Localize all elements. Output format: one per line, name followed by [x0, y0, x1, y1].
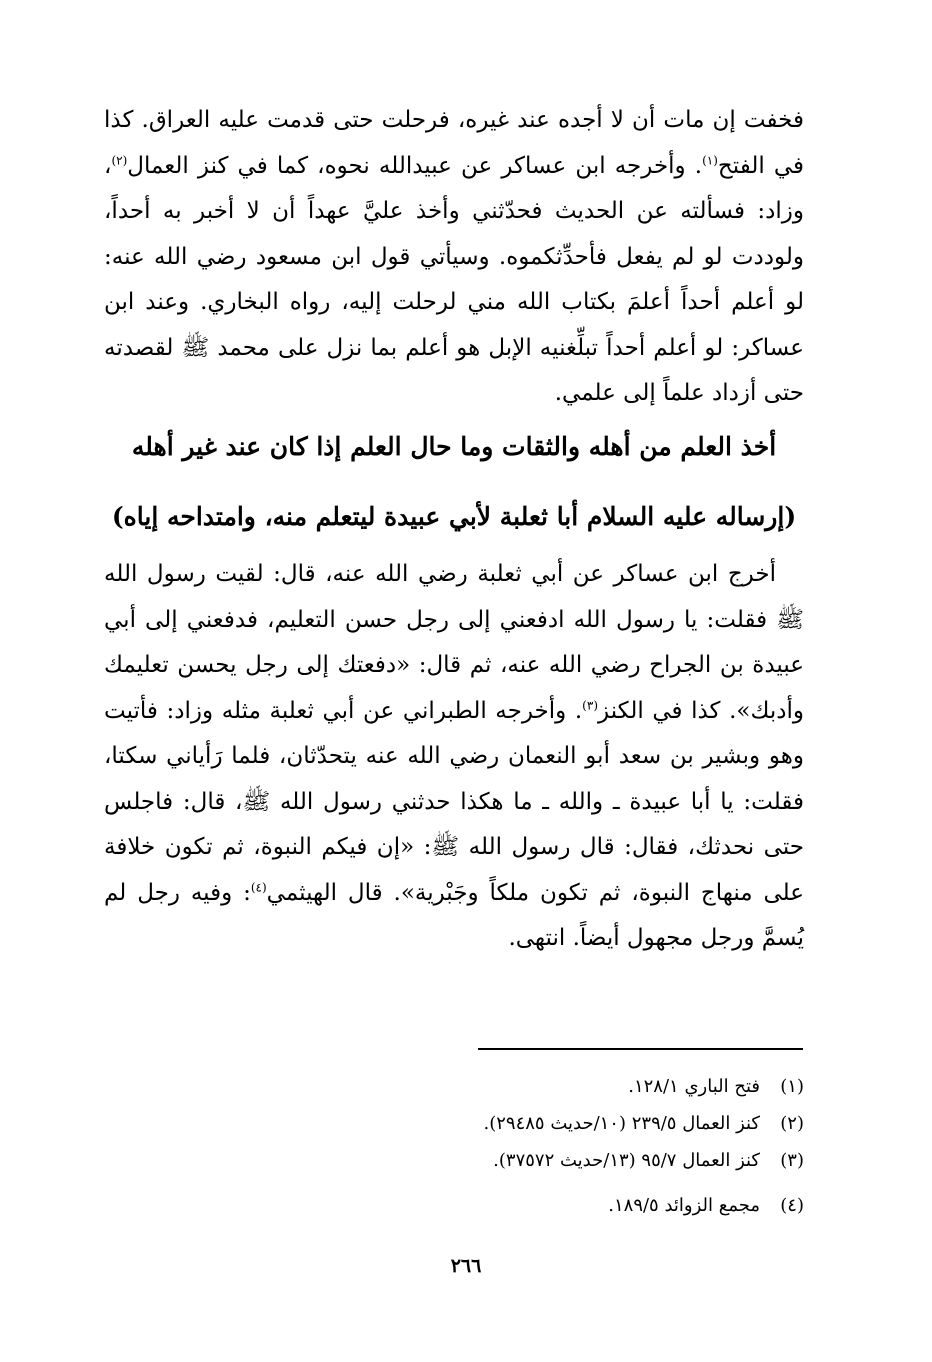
subsection-heading: (إرساله عليه السلام أبا ثعلبة لأبي عبيدة ليتعلم منه، وامتداحه إياه) — [111, 502, 797, 531]
paragraph-1-text-b: . وأخرجه ابن عساكر عن عبيدالله نحوه، كما في كنز العمال — [127, 152, 703, 179]
paragraph-2-text-a: أخرج ابن عساكر عن أبي ثعلبة رضي الله عنه، قال: لقيت رسول الله ﷺ فقلت: يا رسول الله ادفعني إلى رجل حسن التعليم، فدفعني إلى أبي عبيدة بن الجراح رضي الله عنه، ثم قال: «دفعتك إلى رجل يحسن تعليمك وأدبك». كذا في الكنز — [104, 561, 804, 724]
footnote-item — [104, 1187, 804, 1224]
paragraph-1-text-c: ، وزاد: فسألته عن الحديث فحدّثني وأخذ عليَّ عهداً أن لا أخبر به أحداً، ولوددت لو لم يفعل فأحدِّثكموه. وسيأتي قول ابن مسعود رضي الله عنه: لو أعلم أحداً أعلمَ بكتاب الله مني لرحلت إليه، رواه البخاري. وعند ابن عساكر: لو أعلم أحداً تبلِّغنيه الإبل هو أعلم بما نزل على محمد ﷺ لقصدته حتى أزداد علماً إلى علمي. — [104, 152, 804, 406]
page-number: ٢٦٦ — [450, 1255, 482, 1277]
footnote-number: (٢) — [780, 1113, 804, 1134]
footnote-text: مجمع الزوائد ١٨٩/٥. — [608, 1195, 760, 1216]
footnote-divider — [478, 1048, 803, 1050]
footnote-ref-4: (٤) — [250, 879, 267, 894]
footnote-item — [104, 1105, 804, 1142]
footnote-text: كنز العمال ٢٣٩/٥ (١٠/حديث ٢٩٤٨٥). — [483, 1113, 760, 1134]
section-heading: أخذ العلم من أهله والثقات وما حال العلم إذا كان عند غير أهله — [131, 432, 777, 461]
footnote-ref-1: (١) — [702, 152, 718, 167]
footnote-item — [104, 1068, 804, 1105]
footnote-ref-2: (٢) — [111, 152, 128, 167]
paragraph-2-text-b: . وأخرجه الطبراني عن أبي ثعلبة مثله وزاد: فأتيت وهو وبشير بن سعد أبو النعمان رضي الله عنه يتحدّثان، فلما رَأياني سكتا، فقلت: يا أبا عبيدة ـ والله ـ ما هكذا حدثني رسول الله ﷺ، قال: فاجلس حتى نحدثك، فقال: قال رسول الله ﷺ: «إن فيكم النبوة، ثم تكون خلافة على منهاج النبوة، ثم تكون ملكاً وجَبْرية». قال الهيثمي — [104, 697, 804, 906]
footnote-number: (١) — [780, 1076, 804, 1097]
paragraph-2-text-c: : وفيه رجل لم يُسمَّ ورجل مجهول أيضاً. انتهى. — [104, 879, 804, 951]
footnote-text: فتح الباري ١٢٨/١. — [628, 1076, 760, 1097]
footnote-text: كنز العمال ٩٥/٧ (١٣/حديث ٣٧٥٧٢). — [493, 1150, 760, 1171]
footnote-ref-3: (٣) — [582, 697, 598, 712]
footnote-item — [104, 1142, 804, 1179]
footnote-number: (٣) — [780, 1150, 804, 1171]
paragraph-2 — [104, 552, 804, 962]
paragraph-1 — [104, 98, 804, 417]
footnotes-list — [104, 1068, 804, 1224]
footnote-number: (٤) — [780, 1195, 804, 1216]
paragraph-1-text-a: فخفت إن مات أن لا أجده عند غيره، فرحلت حتى قدمت عليه العراق. كذا في الفتح — [104, 107, 805, 179]
